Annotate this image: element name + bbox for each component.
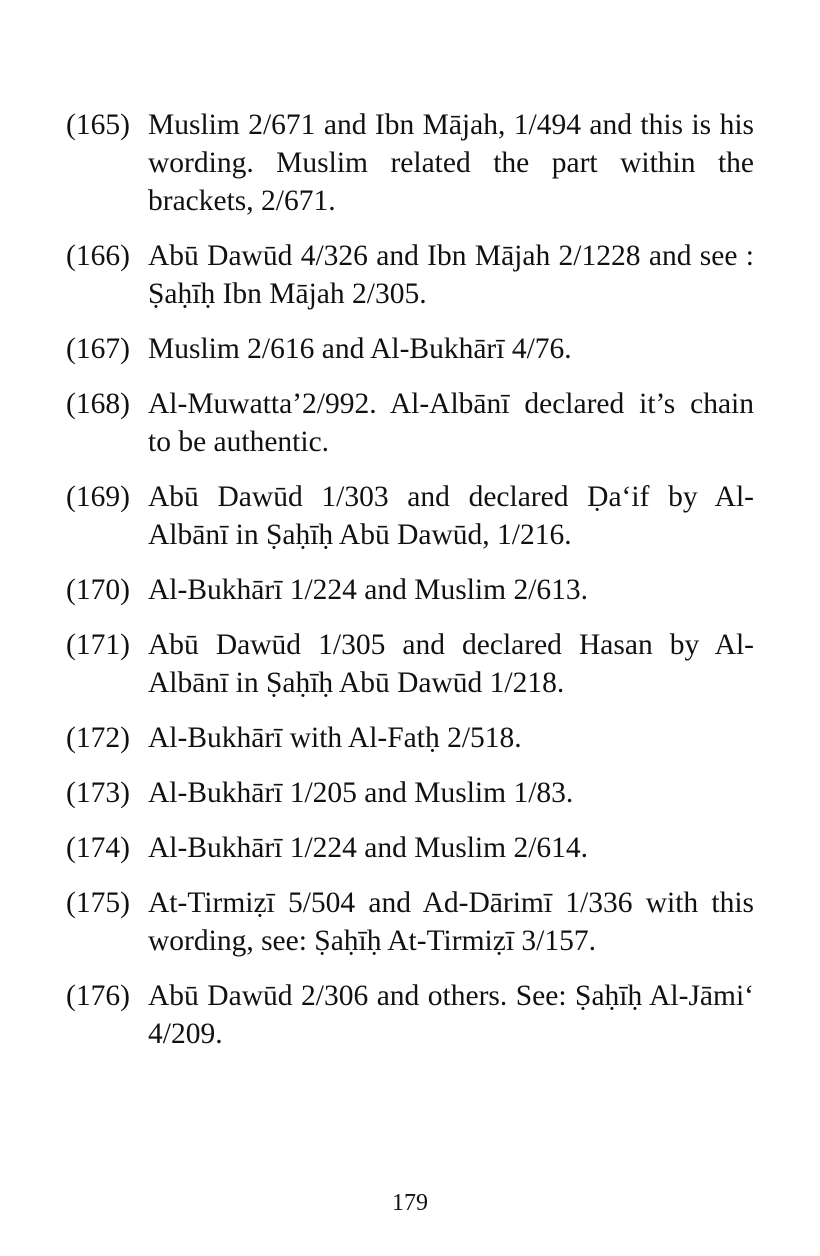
footnote-text: Al-Bukhārī 1/224 and Muslim 2/613. [148,574,589,606]
footnote-176 [66,977,754,1053]
footnote-175 [66,884,754,960]
footnote-text: At-Tirmiẓī 5/504 and Ad-Dārimī 1/336 with this wording, see: Ṣaḥīḥ At-Tirmiẓī 3/157. [148,887,754,957]
footnote-174 [66,829,754,867]
footnote-number: (166) [66,240,130,272]
footnote-number: (167) [66,333,130,365]
footnote-text: Abū Dawūd 1/305 and declared Hasan by Al-Albānī in Ṣaḥīḥ Abū Dawūd 1/218. [148,629,754,699]
footnote-172 [66,719,754,757]
footnote-number: (171) [66,629,130,661]
footnotes-list [66,106,754,1070]
footnote-173 [66,774,754,812]
footnote-171 [66,626,754,702]
footnote-text: Abū Dawūd 1/303 and declared Ḍa‘if by Al-Albānī in Ṣaḥīḥ Abū Dawūd, 1/216. [148,481,754,551]
footnote-number: (175) [66,887,130,919]
footnote-text: Al-Bukhārī 1/205 and Muslim 1/83. [148,777,574,809]
footnote-166 [66,237,754,313]
footnote-number: (173) [66,777,130,809]
footnote-169 [66,478,754,554]
footnote-number: (170) [66,574,130,606]
footnote-number: (176) [66,980,130,1012]
footnote-text: Muslim 2/616 and Al-Bukhārī 4/76. [148,333,572,365]
footnote-text: Abū Dawūd 4/326 and Ibn Mājah 2/1228 and see : Ṣaḥīḥ Ibn Mājah 2/305. [148,240,754,310]
footnote-number: (169) [66,481,130,513]
footnote-text: Muslim 2/671 and Ibn Mājah, 1/494 and this is his wording. Muslim related the part within the brackets, 2/671. [148,109,754,217]
footnote-number: (174) [66,832,130,864]
footnote-text: Al-Muwatta’2/992. Al-Albānī declared it’s chain to be authentic. [148,388,754,458]
footnote-number: (172) [66,722,130,754]
footnote-168 [66,385,754,461]
footnote-number: (165) [66,109,130,141]
footnote-170 [66,571,754,609]
footnote-167 [66,330,754,368]
footnote-text: Abū Dawūd 2/306 and others. See: Ṣaḥīḥ Al-Jāmi‘ 4/209. [148,980,754,1050]
footnote-165 [66,106,754,220]
footnote-number: (168) [66,388,130,420]
page-number: 179 [392,1190,428,1216]
footnote-text: Al-Bukhārī 1/224 and Muslim 2/614. [148,832,589,864]
footnote-text: Al-Bukhārī with Al-Fatḥ 2/518. [148,722,522,754]
